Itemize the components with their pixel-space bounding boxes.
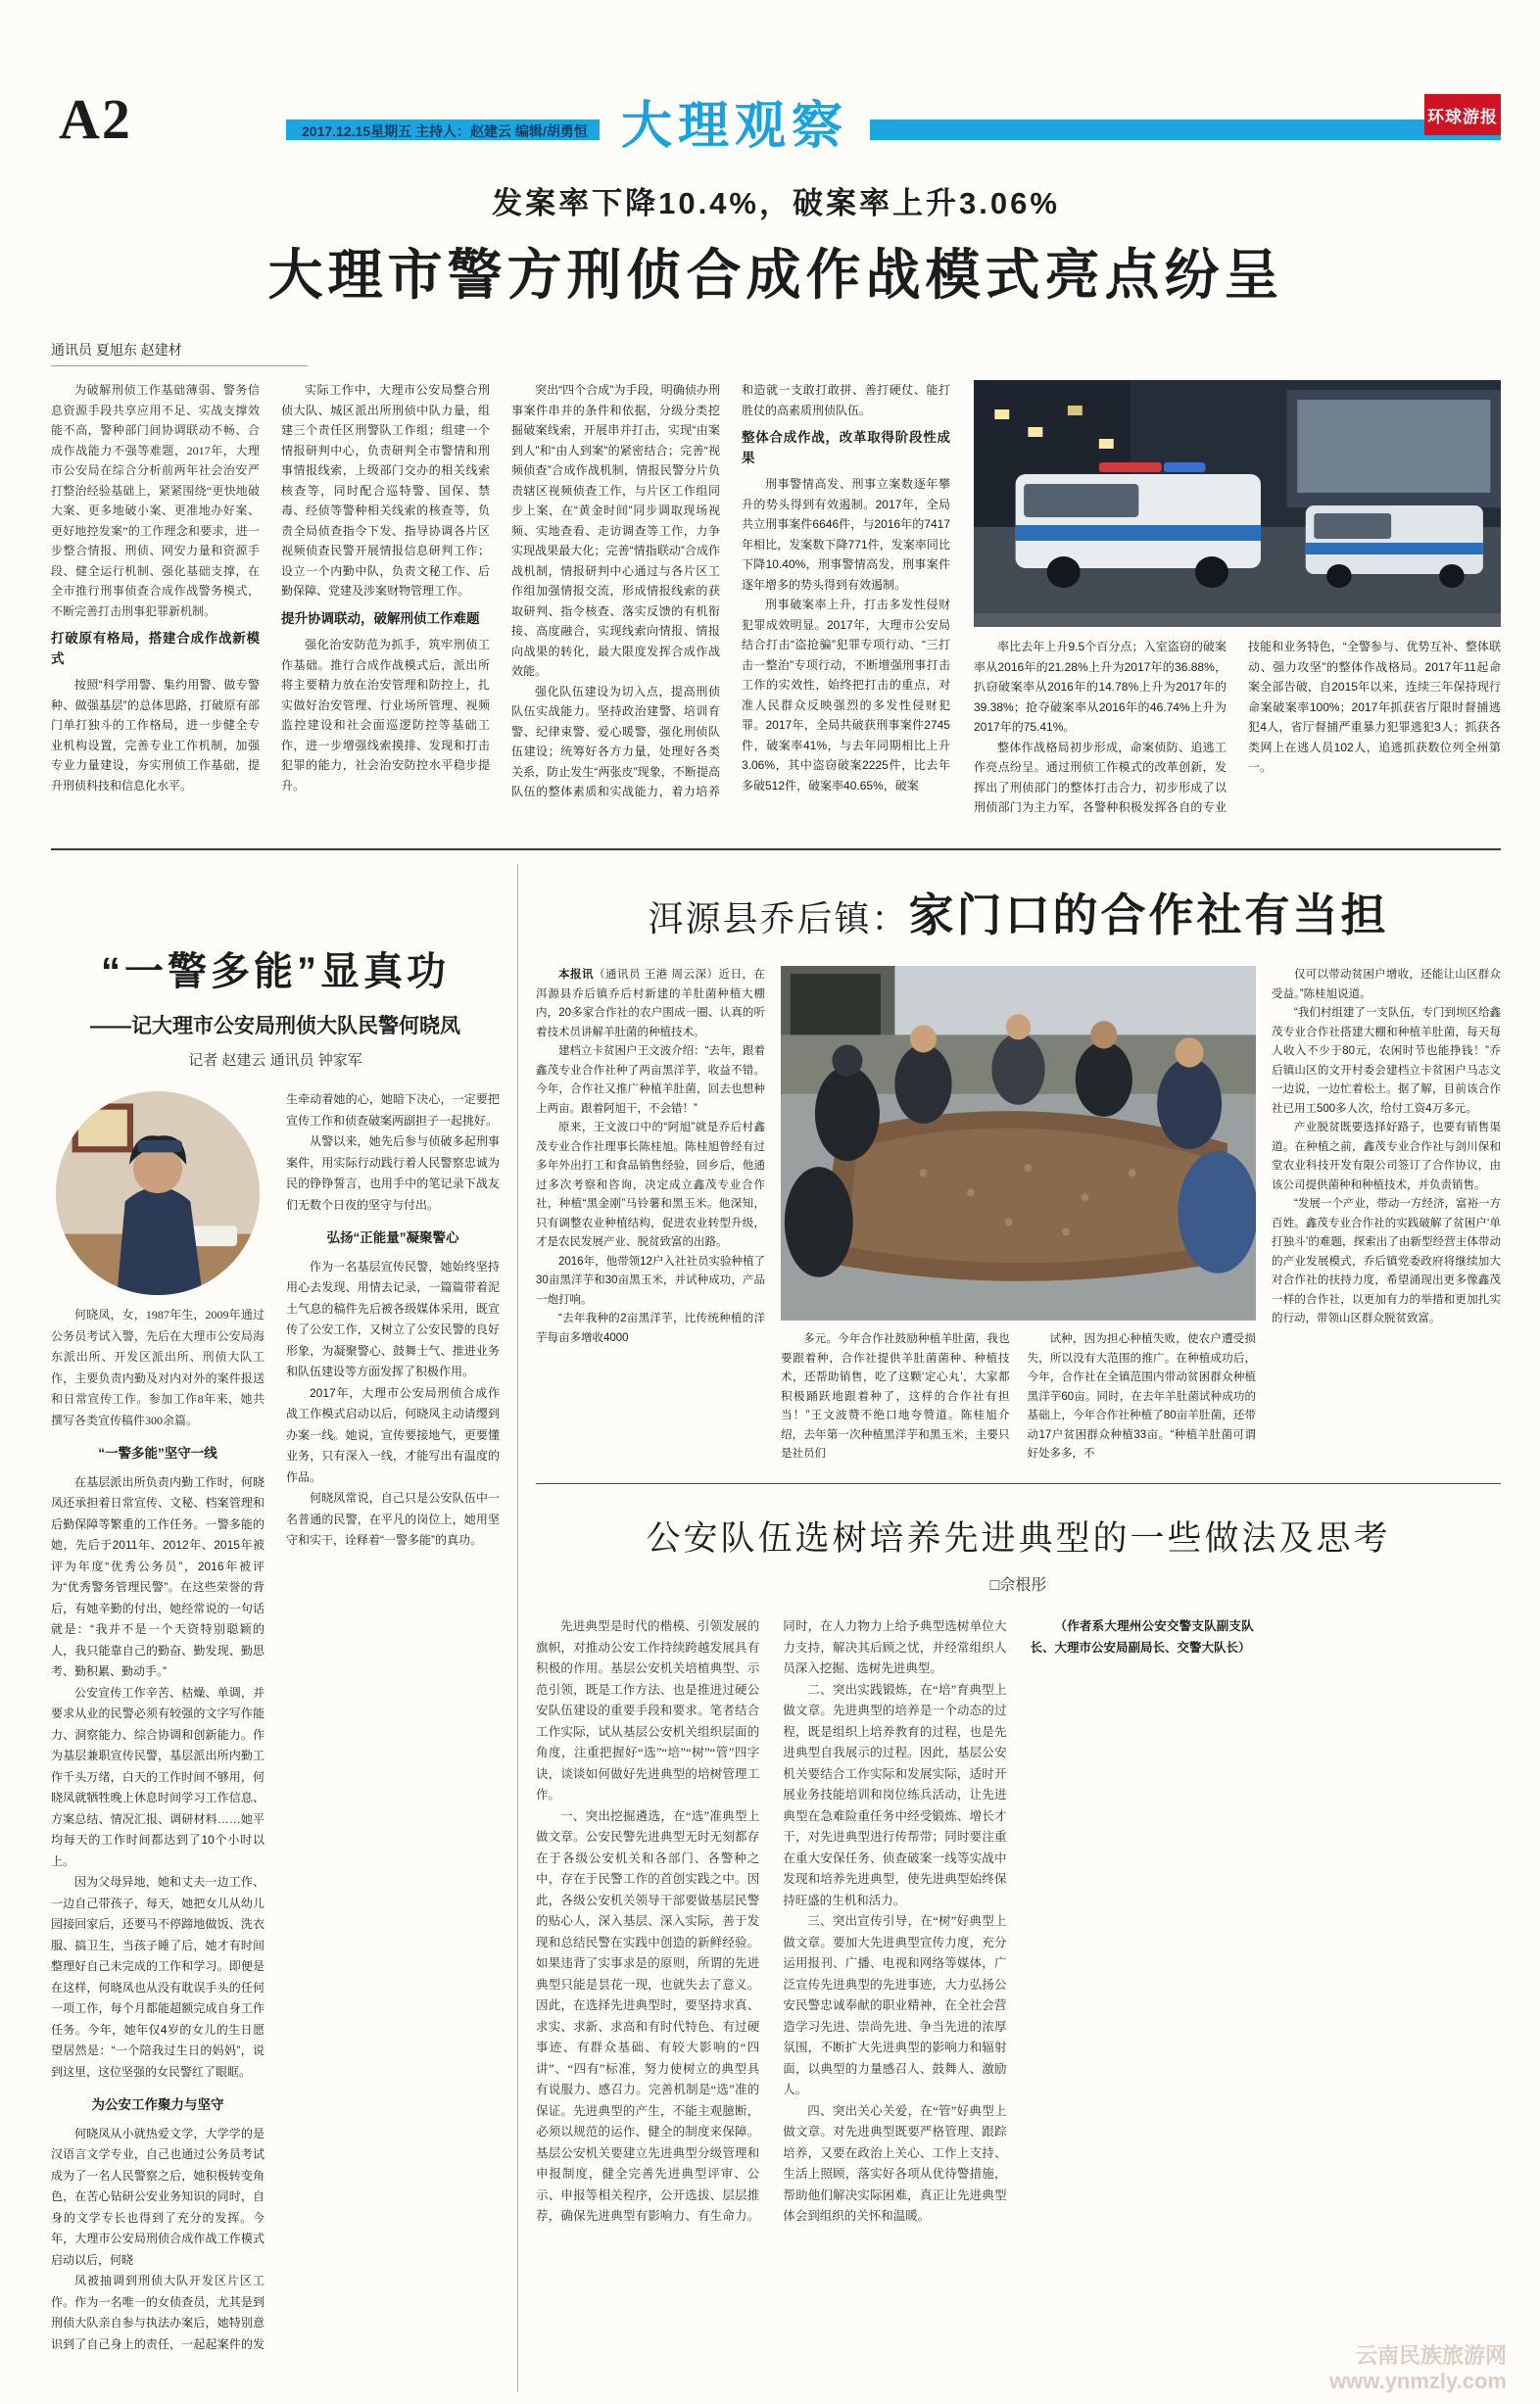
paragraph: 凤被抽调到刑侦大队开发区片区工作。作为一名唯一的女侦查员，尤其是到刑侦大队亲自参与执法办案后，她特别意识到了自己身上的责任，一起起案件的发生牵动着她的心，她暗下决心，一定要把宣传工作和侦查破案两副担子一起挑好。 bbox=[51, 1092, 500, 2351]
page-number: A2 bbox=[59, 87, 132, 151]
subhead: “一警多能”坚守一线 bbox=[98, 1446, 217, 1461]
subhead: 打破原有格局，搭建合成作战新模式 bbox=[51, 631, 260, 666]
article1-kicker: 发案率下降10.4%，破案率上升3.06% bbox=[492, 186, 1060, 220]
article1-right-block bbox=[974, 380, 1501, 833]
paragraph: 仅可以带动贫困户增收，还能让山区群众受益。”陈桂旭说道。 bbox=[1272, 969, 1501, 1000]
subhead: 提升协调联动，破解刑侦工作难题 bbox=[281, 610, 480, 626]
article2-headline: “一警多能”显真功 bbox=[101, 950, 450, 993]
paragraph: 突出“四个合成”为手段，明确侦办刑事案件串并的条件和依据，分级分类挖掘破案线索，开展串并打击，实现“由案到人”和“由人到案”的紧密结合；完善“视频侦查”合成作战机制，情报民警分片负责辖区视频侦查工作，与片区工作组同步上案，在“黄金时间”同步调取现场视频、实地查看、走访调查等工作，力争实现战果最大化；完善“情指联动”合成作战机制，情报研判中心通过与各片区工作组加强情报交流，形成情报线索的获取研判、指令核查、落实反馈的有机衔接、高度融合，实现线索向情报、情报向战果的转化，最大限度发挥合成作战效能。 bbox=[511, 383, 720, 678]
paragraph: 2016年，他带领12户入社社员实验种植了30亩黑洋芋和30亩黑玉米，并试种成功，产品一炮打响。 bbox=[536, 1255, 765, 1306]
paragraph: 从警以来，她先后参与侦破多起刑事案件，用实际行动践行着人民警察忠诚为民的铮铮誓言，也用手中的笔记录下战友们无数个日夜的坚守与付出。 bbox=[286, 1134, 500, 1212]
paragraph: 先进典型是时代的楷模、引领发展的旗帜，对推动公安工作持续跨越发展具有积极的作用。基层公安机关培植典型、示范引领，既是工作方法、也是推进过硬公安队伍建设的重要手段和要求。笔者结合工作实际，试从基层公安机关组织层面的角度，注重把握好“选”“培”“树”“管”四字诀，谈谈如何做好先进典型的培树管理工作。 bbox=[536, 1619, 760, 1802]
paragraph-text: （通讯员 王港 周云深）近日，在洱源县乔后镇乔后村新建的羊肚菌种植大棚内，20多家合作社的农户围成一圈、认真的听着技术员讲解羊肚菌的种植技术。 bbox=[536, 969, 765, 1038]
subhead: 弘扬“正能量”凝聚警心 bbox=[326, 1230, 459, 1245]
article2-byline: 记者 赵建云 通讯员 钟家军 bbox=[188, 1052, 362, 1069]
article2-body bbox=[51, 1089, 500, 2392]
article-essay bbox=[536, 1483, 1501, 2243]
paragraph: 公安宣传工作辛苦、枯燥、单调，并要求从业的民警必须有较强的文字写作能力、洞察能力、综合协调和创新能力。作为基层兼职宣传民警，基层派出所内勤工作千头万绪，白天的工作时间不够用，何晓凤就牺牲晚上休息时间学习工作信息、方案总结、情况汇报、调研材料……她平均每天的工作时间都达到了10个小时以上。 bbox=[51, 1685, 265, 1868]
subhead: 为公安工作聚力与坚守 bbox=[91, 2097, 224, 2112]
paragraph: 何晓凤常说，自己只是公安队伍中一名普通的民警，在平凡的岗位上，她用坚守和实干，诠释着“一警多能”的真功。 bbox=[286, 1491, 500, 1547]
brand-badge: 环球游报 bbox=[1424, 94, 1501, 135]
right-region bbox=[518, 864, 1501, 2392]
paragraph bbox=[536, 966, 765, 1042]
paragraph: 强化队伍建设为切入点，提高刑侦队伍实战能力。坚持政治建警、培训育警、纪律束警、爱心暖警，强化刑侦队伍建设；统筹好各方力量，处理好各类关系，防止发生“两张皮”现象，不断提高队伍的整体素质和实战能力，着力培养和造就一支敢打敢拼、善打硬仗、能打胜仗的高素质刑侦队伍。 bbox=[511, 383, 950, 798]
lower-region bbox=[51, 864, 1501, 2392]
article1-columns-right bbox=[974, 637, 1501, 829]
watermark-url: www.ynmzly.com bbox=[1329, 2369, 1507, 2393]
paragraph: “发展一个产业，带动一方经济，富裕一方百姓。鑫茂专业合作社的实践破解了贫困户‘单打独斗’的难题，探索出了由新型经营主体带动的产业发展模式，乔后镇党委政府将继续加大对合作社的扶持力度，希望涌现出更多像鑫茂一样的合作社，以更加有力的举措和更加扎实的行动，带领山区群众脱贫致富。 bbox=[1272, 1198, 1501, 1324]
paragraph: 因为父母异地，她和丈夫一边工作、一边自己带孩子，每天，她把女儿从幼儿园接回家后，还要马不停蹄地做饭、洗衣服、搞卫生，当孩子睡了后，她才有时间整理好自己未完成的工作和学习。即便是在这样，何晓凤也从没有耽误手头的任何一项工作，每个月都能超额完成自身工作任务。今年，她年仅4岁的女儿的生日愿望居然是：“一个陪我过生日的妈妈”，说到这里，这位坚强的女民警红了眼眶。 bbox=[51, 1875, 265, 2079]
subhead: 整体合成作战，改革取得阶段性成果 bbox=[742, 430, 950, 465]
paragraph: 率比去年上升9.5个百分点；入室盗窃的破案率从2016年的21.28%上升为2017年的36.88%，扒窃破案率从2016年的14.78%上升为2017年的39.38%；抢夺破案率从2016年的46.74%上升为2017年的75.41%。 bbox=[974, 640, 1227, 734]
paragraph: 按照“科学用警、集约用警、做专警种、做强基层”的总体思路，打破原有部门单打独斗的工作格局，进一步健全专业机构设置，完善专业工作机制，加强专业力量建设，夯实刑侦工作基础，提升刑侦科技和信息化水平。 bbox=[51, 678, 260, 793]
watermark-name: 云南民族旅游网 bbox=[1355, 2343, 1507, 2368]
paragraph: 三、突出宣传引导，在“树”好典型上做文章。要加大先进典型宣传力度，充分运用报刊、广播、电视和网络等媒体，广泛宣传先进典型的先进事迹，大力弘扬公安民警忠诚奉献的职业精神，在全社会营造学习先进、崇尚先进、争当先进的浓厚氛围，不断扩大先进典型的影响力和辐射面，以典型的力量感召人、鼓舞人、激励人。 bbox=[783, 1914, 1007, 2096]
article-cooperative bbox=[536, 880, 1501, 1467]
paragraph: 作为一名基层宣传民警，她始终坚持用心去发现、用情去记录，一篇篇带着泥土气息的稿件先后被各级媒体采用，既宣传了公安工作，又树立了公安民警的良好形象，为凝聚警心、鼓舞士气、推进业务和队伍建设等方面发挥了积极作用。 bbox=[286, 1259, 500, 1378]
site-watermark bbox=[1329, 2343, 1507, 2394]
paragraph: 整体作战格局初步形成，命案侦防、追逃工作亮点纷呈。通过刑侦工作模式的改革创新，发挥出了刑侦部门的整体打击合力，初步形成了以刑侦部门为主力军，各警种积极发挥各自的专业技能和业务特色，“全警参与、优势互补、整体联动、强力攻坚”的整体作战格局。2017年11起命案全部告破，自2015年以来，连续三年保持现行命案破案率100%；2017年抓获省厅限时督捕逃犯4人，省厅督捕严重暴力犯罪逃犯3人；抓获各类网上在逃人员102人，追逃抓获数位列全州第一。 bbox=[974, 640, 1501, 814]
article3-column-right bbox=[1272, 966, 1501, 1467]
article3-body bbox=[536, 966, 1501, 1467]
article1-body bbox=[51, 380, 1501, 833]
paragraph: 二、突出实践锻炼，在“培”育典型上做文章。先进典型的培养是一个动态的过程，既是组织上培养教育的过程，也是先进典型自我展示的过程。因此，基层公安机关要结合工作实际和发展实际，适时开展业务技能培训和岗位练兵活动，让先进典型在急难险重任务中经受锻炼、增长才干，对先进典型进行传帮带；同时要注重在重大安保任务、侦查破案一线等实战中发现和培养先进典型，使先进典型始终保持旺盛的生机和活力。 bbox=[783, 1682, 1007, 1907]
paragraph: 为破解刑侦工作基础薄弱、警务信息资源手段共享应用不足、实战支撑效能不高，警种部门间协调联动不畅、合成作战能力不强等难题，2017年，大理市公安局在综合分析前两年社会治安严打整治经验基础上，紧紧围绕“更快地破大案、更多地破小案、更准地办好案、更好地控发案”的工作理念和要求，进一步整合情报、刑侦、网安力量和资源手段、健全运行机制、强化基础支撑，在全市推行刑事侦查合成作战警务模式，不断完善打击刑事犯罪新机制。 bbox=[51, 383, 260, 618]
wire-label: 本报讯 bbox=[558, 969, 595, 981]
article3-headline-row bbox=[536, 880, 1501, 944]
article-policewoman bbox=[51, 864, 518, 2392]
article1-columns-left bbox=[51, 380, 950, 833]
section-masthead: 大理观察 bbox=[600, 84, 870, 158]
policewoman-portrait-photo bbox=[56, 1091, 260, 1295]
article3-column-left bbox=[536, 966, 765, 1467]
paragraph: 刑事警情高发、刑事立案数逐年攀升的势头得到有效遏制。2017年，全局共立刑事案件6646件，与2016年的7417年相比，发案数下降771件，发案率同比下降10.40%，刑事警情高发，刑事案件逐年增多的势头得到有效遏制。 bbox=[742, 477, 950, 592]
paragraph: 四、突出关心关爱，在“管”好典型上做文章。对先进典型既要严格管理、跟踪培养，又要在政治上关心、工作上支持、生活上照顾，落实好各项从优待警措施，帮助他们解决实际困难，真正让先进典型体会到组织的关怀和温暖。 bbox=[783, 2103, 1007, 2223]
paragraph: 刑事破案率上升，打击多发性侵财犯罪成效明显。2017年，大理市公安局结合打击“盗抢骗”犯罪专项行动、“三打击一整治”专项行动，不断增强刑事打击工作的实效性，始终把打击的重点，对准人民群众反映强烈的多发性侵财犯罪。2017年，全局共破获刑事案件2745件，破案率41%，与去年同期相比上升3.06%，其中盗窃破案2225件，比去年多破512件，破案率40.65%，破案 bbox=[742, 598, 950, 793]
paragraph: 试种，因为担心种植失败，使农户遭受损失，所以没有大范围的推广。在种植成功后，今年，合作社在全镇范围内带动贫困群众种植黑洋芋60亩。同时，在去年羊肚菌试种成功的基础上，今年合作社种植了80亩羊肚菌，还带动17户贫困群众种植33亩。“种植羊肚菌可谓好处多多，不 bbox=[1027, 1333, 1256, 1460]
article3-under-photo-text bbox=[781, 1330, 1256, 1467]
paragraph: “我们村组建了一支队伍，专门到坝区给鑫茂专业合作社搭建大棚和种植羊肚菌，每天每人收入不少于80元，农闲时节也能挣钱！”乔后镇山区的文开村委会建档立卡贫困户马志文一边说，一边忙着松土。据了解，目前该合作社已用工500多人次，给付工资4万多元。 bbox=[1272, 1007, 1501, 1115]
page-header bbox=[51, 0, 1501, 153]
article1-headline: 大理市警方刑侦合成作战模式亮点纷呈 bbox=[267, 244, 1284, 306]
paragraph: 实际工作中，大理市公安局整合刑侦大队、城区派出所刑侦中队力量，组建三个责任区刑警队工作组；组建一个情报研判中心，负责研判全市警情和刑事情报线索，上级部门交办的相关线索核查等，同时配合巡特警、国保、禁毒、经侦等警种相关线索的核查等，负责全局侦查指令下发、指导协调各片区视频侦查民警开展情报信息研判工作；设立一个内勤中队，负责文秘工作、后勤保障、党建及涉案财物管理工作。 bbox=[281, 383, 490, 598]
article4-headline: 公安队伍选树培养先进典型的一些做法及思考 bbox=[646, 1519, 1391, 1558]
paragraph: 2017年，大理市公安局刑侦合成作战工作模式启动以后，何晓凤主动请缨到办案一线。她说，宣传要接地气，更要懂业务，只有深入一线，才能写出有温度的作品。 bbox=[286, 1385, 500, 1484]
paragraph: 多元。今年合作社鼓励种植羊肚菌，我也要跟着种，合作社提供羊肚菌菌种、种植技术，还帮助销售，吃了这颗‘定心丸’，大家都积极踊跃地跟着种了，这样的合作社有担当！”王文波赞不绝口地夸赞道。陈桂旭介绍，去年第一次种植黑洋芋和黑玉米，主要只是社员们 bbox=[781, 1333, 1010, 1460]
article-crime-report bbox=[51, 178, 1501, 833]
article3-center-block bbox=[781, 966, 1256, 1467]
paragraph: 在基层派出所负责内勤工作时，何晓凤还承担着日常宣传、文秘、档案管理和后勤保障等繁重的工作任务。一警多能的她，先后于2011年、2012年、2015年被评为年度“优秀公务员”，2016年被评为“优秀警务管理民警”。在这些荣誉的背后，有她辛勤的付出，她经常说的一句话就是：“我并不是一个天资特别聪颖的人，我只能靠自己的勤奋、勤发现、勤思考、勤积累、勤动手。” bbox=[51, 1474, 265, 1678]
paragraph: 何晓凤从小就热爱文学，大学学的是汉语言文学专业，自己也通过公务员考试成为了一名人民警察之后，她积极转变角色，在苦心钻研公安业务知识的同时，自身的文学专长也得到了充分的发挥。今年，大理市公安局刑侦合成作战工作模式启动以后，何晓 bbox=[51, 2126, 265, 2267]
article4-body bbox=[536, 1616, 1501, 2243]
author-credit: （作者系大理州公安交警支队副支队长、大理市公安局副局长、交警大队长） bbox=[1030, 1619, 1254, 1655]
paragraph: “去年我种的2亩黑洋芋，比传统种植的洋芋每亩多增收4000 bbox=[536, 1313, 765, 1344]
paragraph: 原来，王文波口中的“阿旭”就是乔后村鑫茂专业合作社理事长陈桂旭。陈桂旭曾经有过多年外出打工和食品销售经验，回乡后，他通过多次考察和咨询，决定成立鑫茂专业合作社，种植“黑金刚”马铃薯和黑玉米。他深知，只有调整农业种植结构，促进农业转型升级，才是农民发展产业、脱贫致富的出路。 bbox=[536, 1122, 765, 1248]
paragraph: 一、突出挖掘遴选，在“选”准典型上做文章。公安民警先进典型无时无刻都存在于各级公安机关和各部门、各警种之中，存在于民警工作的首创实践之中。因此，各级公安机关领导干部要做基层民警的贴心人，深入基层、深入实际，善于发现和总结民警在实践中创造的新鲜经验。如果违背了实事求是的原则，所谓的先进典型只能是昙花一现，也就失去了意义。因此，在选择先进典型时，要坚持求真、求实、求新、求高和有时代特色、有过硬事迹、有群众基础、有较大影响的“四讲”、“四有”标准，努力使树立的典型具有说服力、感召力。完善机制是“选”准的保证。先进典型的产生，不能主观臆断，必须以规范的运作、健全的制度来保障。基层公安机关要建立先进典型分级管理和申报制度，健全完善先进典型评审、公示、申报等相关程序，公开选拔、层层推荐，确保先进典型有影响力、有生命力。同时，在人力物力上给予典型选树单位大力支持，解决其后顾之忧，并经常组织人员深入挖掘、选树先进典型。 bbox=[536, 1619, 1007, 2223]
article3-kicker: 洱源县乔后镇： bbox=[648, 899, 909, 938]
article3-headline: 家门口的合作社有当担 bbox=[908, 889, 1389, 940]
article1-byline: 通讯员 夏旭东 赵建材 bbox=[51, 340, 308, 366]
article2-deck: ——记大理市公安局刑侦大队民警何晓凤 bbox=[90, 1015, 460, 1037]
paragraph: 产业脱贫既要选择好路子，也要有销售渠道。在种植之前，鑫茂专业合作社与剑川保和堂农业科技开发有限公司签订了合作协议，由该公司提供菌种和种植技术，并负责销售。 bbox=[1272, 1122, 1501, 1191]
paragraph: 建档立卡贫困户王文波介绍：“去年，跟着鑫茂专业合作社种了两亩黑洋芋，收益不错。今年，合作社又推广种植羊肚菌，回去也想种上两亩。跟着阿旭干，不会错！” bbox=[536, 1045, 765, 1115]
farmers-seedbed-photo bbox=[781, 966, 1256, 1321]
paragraph: 强化治安防范为抓手，筑牢刑侦工作基础。推行合成作战模式后，派出所将主要精力放在治安管理和防控上，扎实做好治安管理、行业场所管理、视频监控建设和社会面巡逻防控等基础工作，进一步增强线索摸排、发现和打击犯罪的能力，社会治安防控水平稳步提升。 bbox=[281, 638, 490, 793]
police-vehicles-photo bbox=[974, 380, 1501, 627]
article4-author: □佘根彤 bbox=[989, 1577, 1047, 1594]
page-inner bbox=[51, 0, 1501, 2392]
date-line: 2017.12.15星期五 主持人：赵建云 编辑/胡勇恒 bbox=[302, 123, 588, 139]
section-divider bbox=[51, 848, 1501, 850]
bio-paragraph: 何晓凤，女，1987年生，2009年通过公务员考试入警，先后在大理市公安局海东派出所、开发区派出所、刑侦大队工作，主要负责内勤及对内对外的案件报送和日常宣传工作。参加工作8年来，她共撰写各类宣传稿件300余篇。 bbox=[51, 1308, 265, 1427]
